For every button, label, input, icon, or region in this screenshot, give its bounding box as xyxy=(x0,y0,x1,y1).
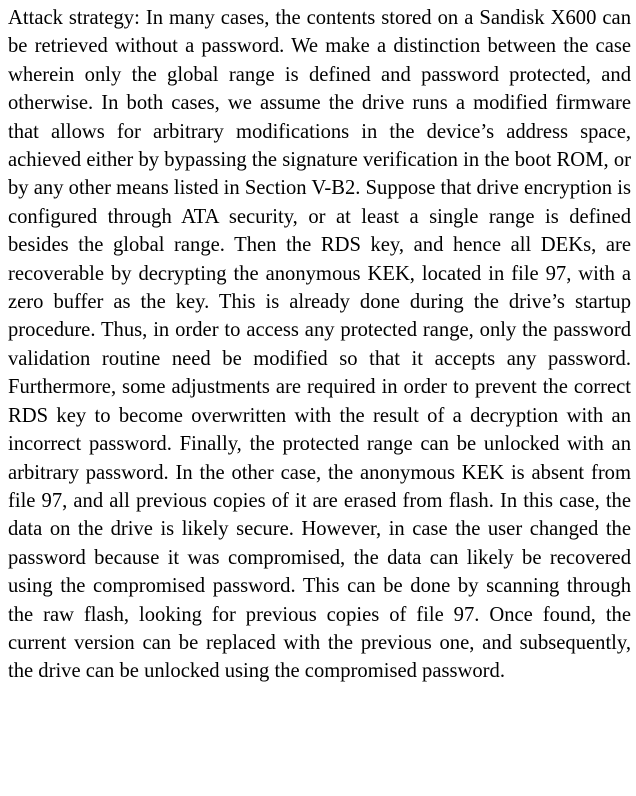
document-page xyxy=(8,4,631,686)
body-paragraph: Attack strategy: In many cases, the contents stored on a Sandisk X600 can be retrieved without a password. We make a distinction between the case wherein only the global range is defined and password protected, and otherwise. In both cases, we assume the drive runs a modified firmware that allows for arbitrary modifications in the device’s address space, achieved either by bypassing the signature verification in the boot ROM, or by any other means listed in Section V-B2. Suppose that drive encryption is configured through ATA security, or at least a single range is defined besides the global range. Then the RDS key, and hence all DEKs, are recoverable by decrypting the anonymous KEK, located in file 97, with a zero buffer as the key. This is already done during the drive’s startup procedure. Thus, in order to access any protected range, only the password validation routine need be modified so that it accepts any password. Furthermore, some adjustments are required in order to prevent the correct RDS key to become overwritten with the result of a decryption with an incorrect password. Finally, the protected range can be unlocked with an arbitrary password. In the other case, the anonymous KEK is absent from file 97, and all previous copies of it are erased from flash. In this case, the data on the drive is likely secure. However, in case the user changed the password because it was compromised, the data can likely be recovered using the compromised password. This can be done by scanning through the raw flash, looking for previous copies of file 97. Once found, the current version can be replaced with the previous one, and subsequently, the drive can be unlocked using the compromised password. xyxy=(8,7,631,683)
